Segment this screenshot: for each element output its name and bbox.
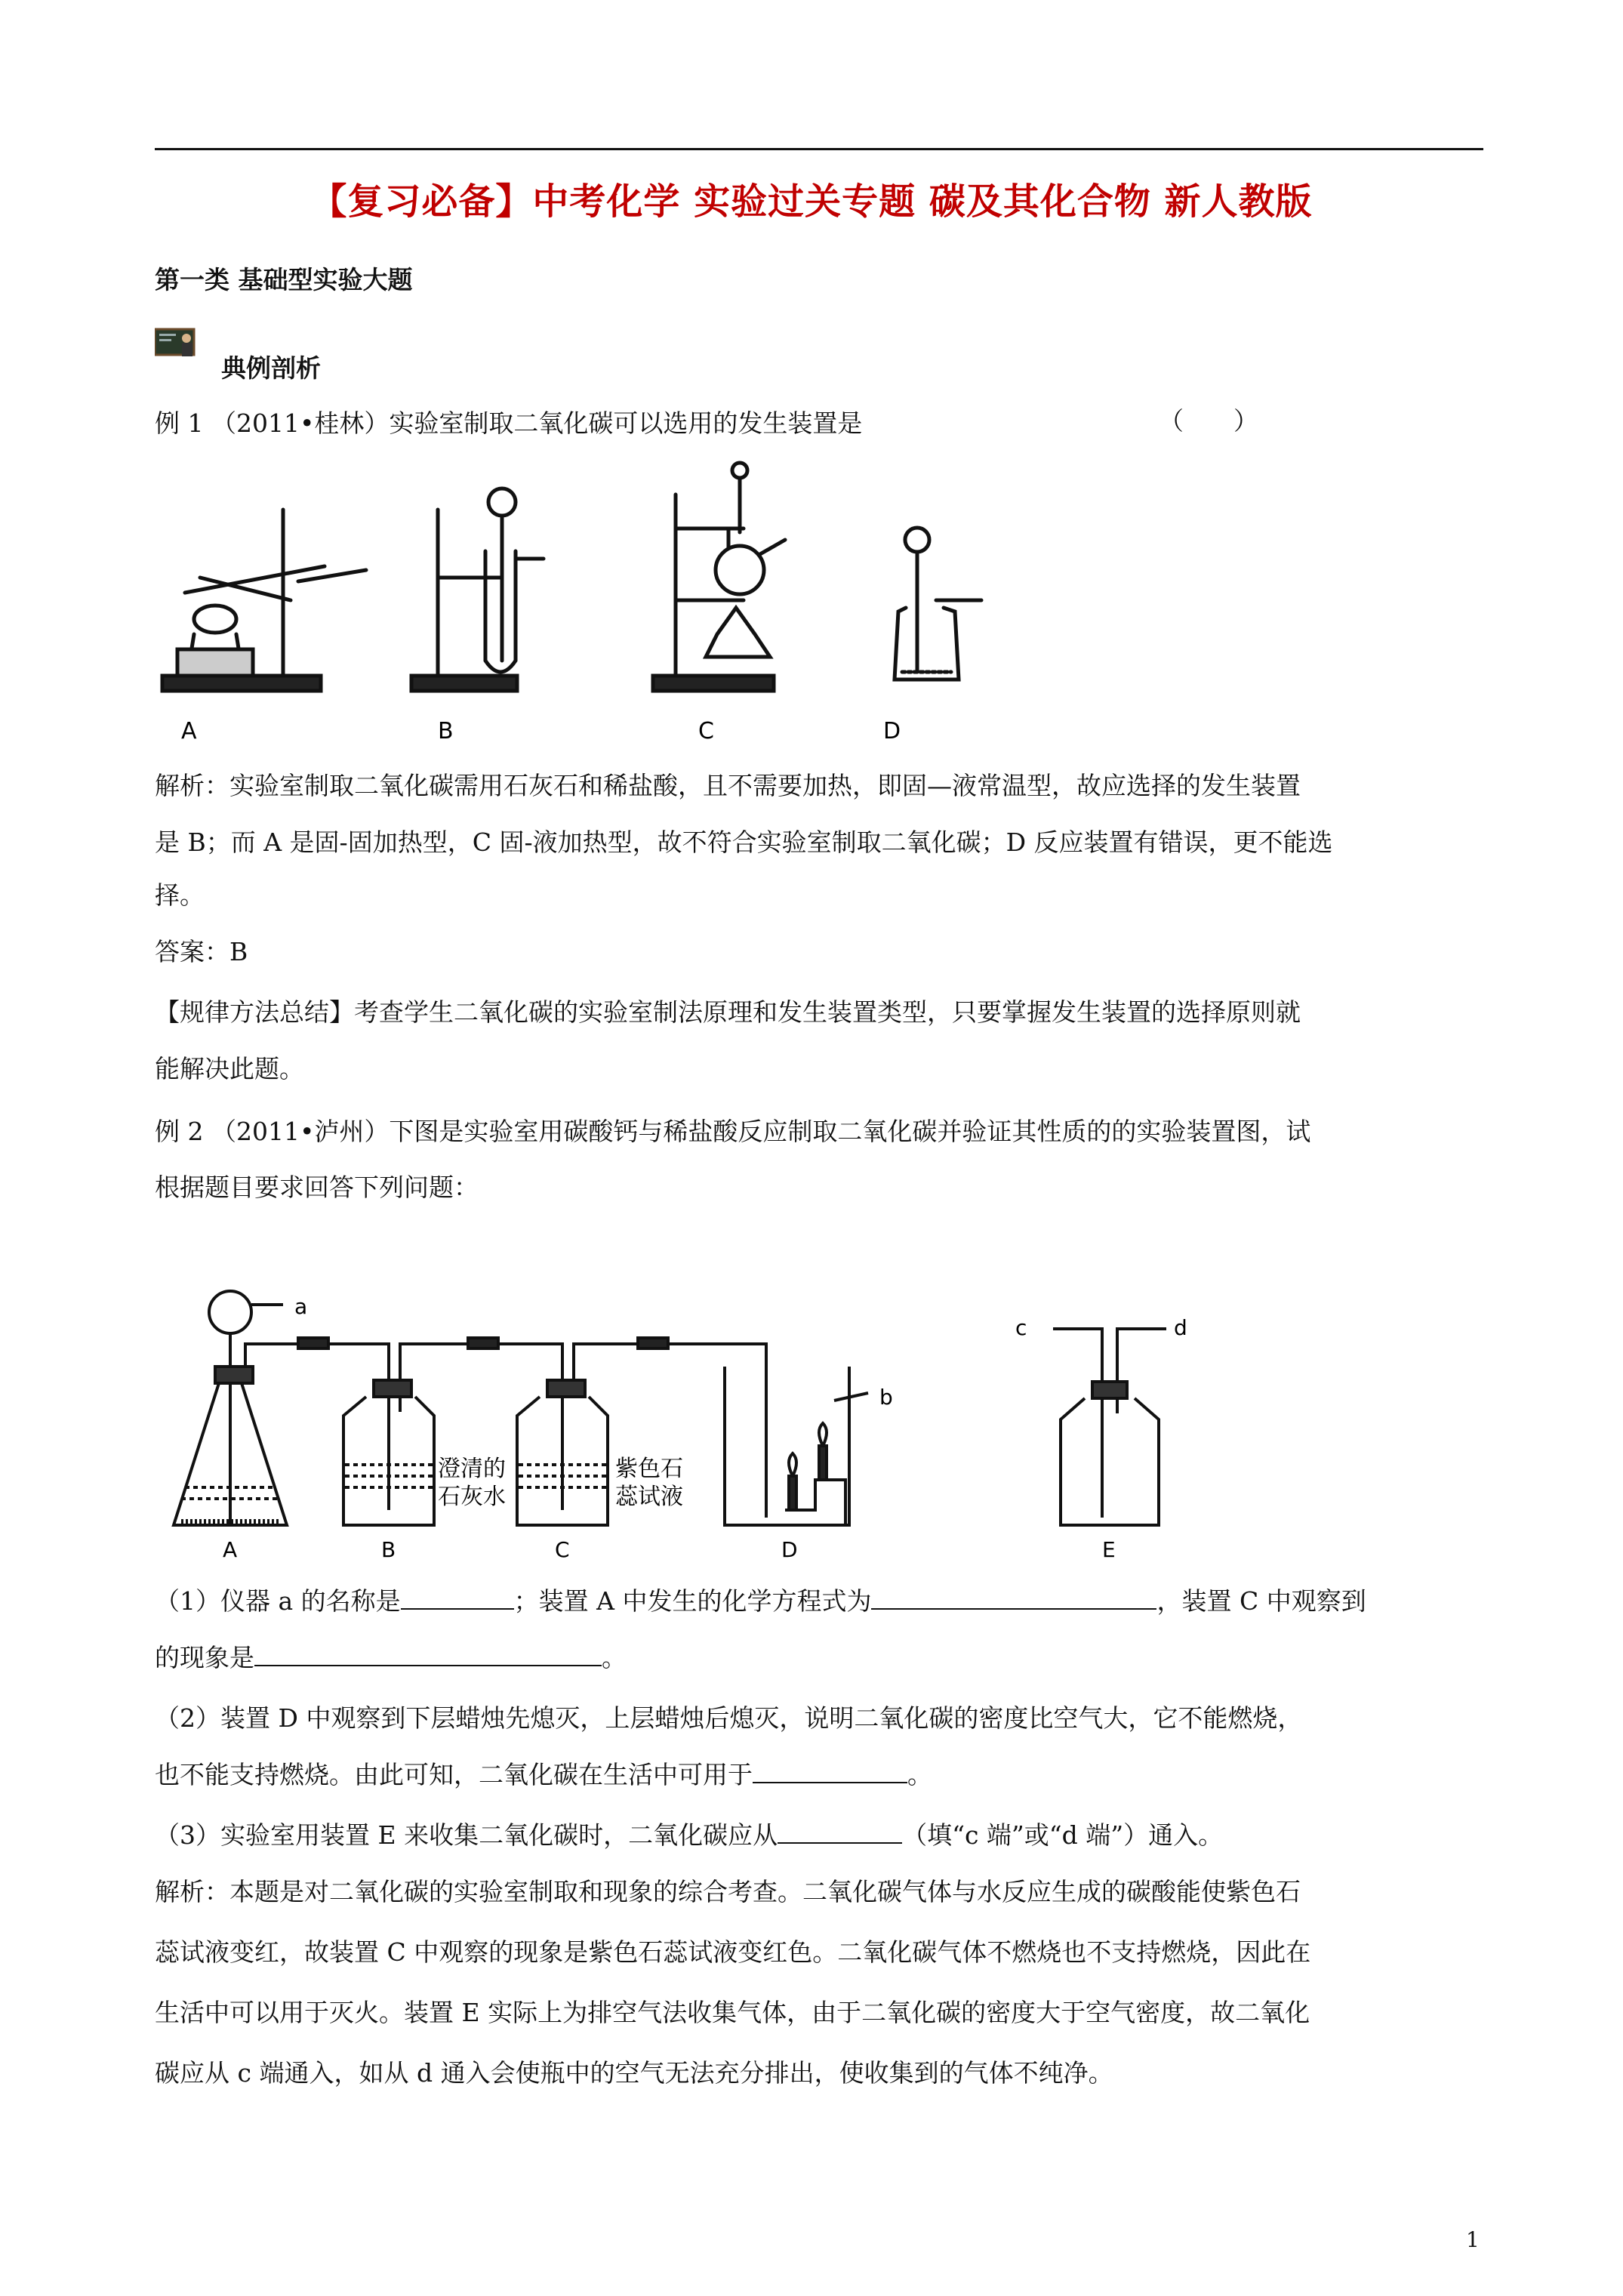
ex2-q2-line2: 也不能支持燃烧。由此可知，二氧化碳在生活中可用于 。 (155, 1760, 932, 1789)
ex1-label-B: B (438, 718, 454, 744)
ex2-label-litmus-1: 紫色石 (615, 1456, 683, 1482)
ex1-analysis-line2: 是 B；而 A 是固-固加热型，C 固-液加热型，故不符合实验室制取二氧化碳；D 反应装置有错误，更不能选 (155, 827, 1333, 857)
typical-example-label: 典例剖析 (221, 353, 321, 383)
ex2-label-litmus-2: 蕊试液 (615, 1484, 683, 1510)
ex1-summary-line2: 能解决此题。 (155, 1054, 304, 1083)
ex2-q1-blank-a (401, 1589, 514, 1610)
header-rule (155, 148, 1483, 150)
ex2-label-limewater-2: 石灰水 (438, 1484, 506, 1510)
ex1-apparatus-figure (155, 457, 1008, 755)
ex2-label-C: C (555, 1537, 570, 1562)
ex2-q2-blank-use (753, 1762, 907, 1783)
ex2-label-b: b (879, 1385, 893, 1410)
ex2-q3: （3）实验室用装置 E 来收集二氧化碳时，二氧化碳应从 （填“c 端”或“d 端”）通入。 (155, 1820, 1224, 1850)
ex1-summary-line1: 【规律方法总结】考查学生二氧化碳的实验室制法原理和发生装置类型，只要掌握发生装置的选择原则就 (155, 997, 1301, 1027)
ex1-question: 例 1 （2011•桂林）实验室制取二氧化碳可以选用的发生装置是 (155, 408, 863, 438)
ex2-analysis-line4: 碳应从 c 端通入，如从 d 通入会使瓶中的空气无法充分排出，使收集到的气体不纯净。 (155, 2058, 1113, 2088)
ex2-label-B: B (381, 1537, 396, 1562)
blackboard-teacher-icon (155, 326, 200, 359)
ex2-label-c: c (1015, 1315, 1027, 1340)
ex1-answer-paren: （ ） (1159, 406, 1258, 436)
ex1-label-A: A (181, 718, 197, 744)
ex1-label-D: D (883, 718, 901, 744)
ex2-question-line1: 例 2 （2011•泸州）下图是实验室用碳酸钙与稀盐酸反应制取二氧化碳并验证其性质的的实验装置图，试 (155, 1117, 1311, 1146)
ex2-question-line2: 根据题目要求回答下列问题： (155, 1173, 479, 1202)
ex2-q2-line1: （2）装置 D 中观察到下层蜡烛先熄灭，上层蜡烛后熄灭，说明二氧化碳的密度比空气大，它不能燃烧， (155, 1703, 1303, 1733)
ex2-analysis-line3: 生活中可以用于灭火。装置 E 实际上为排空气法收集气体，由于二氧化碳的密度大于空气密度，故二氧化 (155, 1998, 1310, 2027)
ex2-apparatus-figure (170, 1284, 1223, 1570)
ex1-label-C: C (698, 718, 714, 744)
ex2-analysis-line1: 解析：本题是对二氧化碳的实验室制取和现象的综合考查。二氧化碳气体与水反应生成的碳酸能使紫色石 (155, 1877, 1301, 1906)
ex2-q1-blank-equation (871, 1589, 1156, 1610)
ex2-label-a: a (294, 1294, 308, 1319)
ex2-label-D: D (781, 1537, 798, 1562)
ex2-label-d: d (1174, 1315, 1187, 1340)
page-title: 【复习必备】中考化学 实验过关专题 碳及其化合物 新人教版 (310, 180, 1313, 223)
ex2-label-limewater-1: 澄清的 (438, 1456, 506, 1482)
section-heading: 第一类 基础型实验大题 (155, 265, 413, 294)
ex2-label-E: E (1102, 1537, 1116, 1562)
ex2-q1-line1: （1）仪器 a 的名称是 ；装置 A 中发生的化学方程式为 ，装置 C 中观察到 (155, 1586, 1366, 1616)
ex2-label-A: A (223, 1537, 238, 1562)
ex2-q1-line2: 的现象是 。 (155, 1643, 627, 1672)
ex1-answer: 答案：B (155, 937, 248, 966)
ex1-analysis-line1: 解析：实验室制取二氧化碳需用石灰石和稀盐酸，且不需要加热，即固—液常温型，故应选择的发生装置 (155, 771, 1301, 800)
page-number: 1 (1466, 2227, 1480, 2252)
ex1-analysis-line3: 择。 (155, 880, 205, 910)
ex2-q1-blank-phenomenon (254, 1645, 602, 1666)
ex2-q3-blank-end (778, 1823, 902, 1844)
ex2-analysis-line2: 蕊试液变红，故装置 C 中观察的现象是紫色石蕊试液变红色。二氧化碳气体不燃烧也不支持燃烧，因此在 (155, 1937, 1311, 1967)
